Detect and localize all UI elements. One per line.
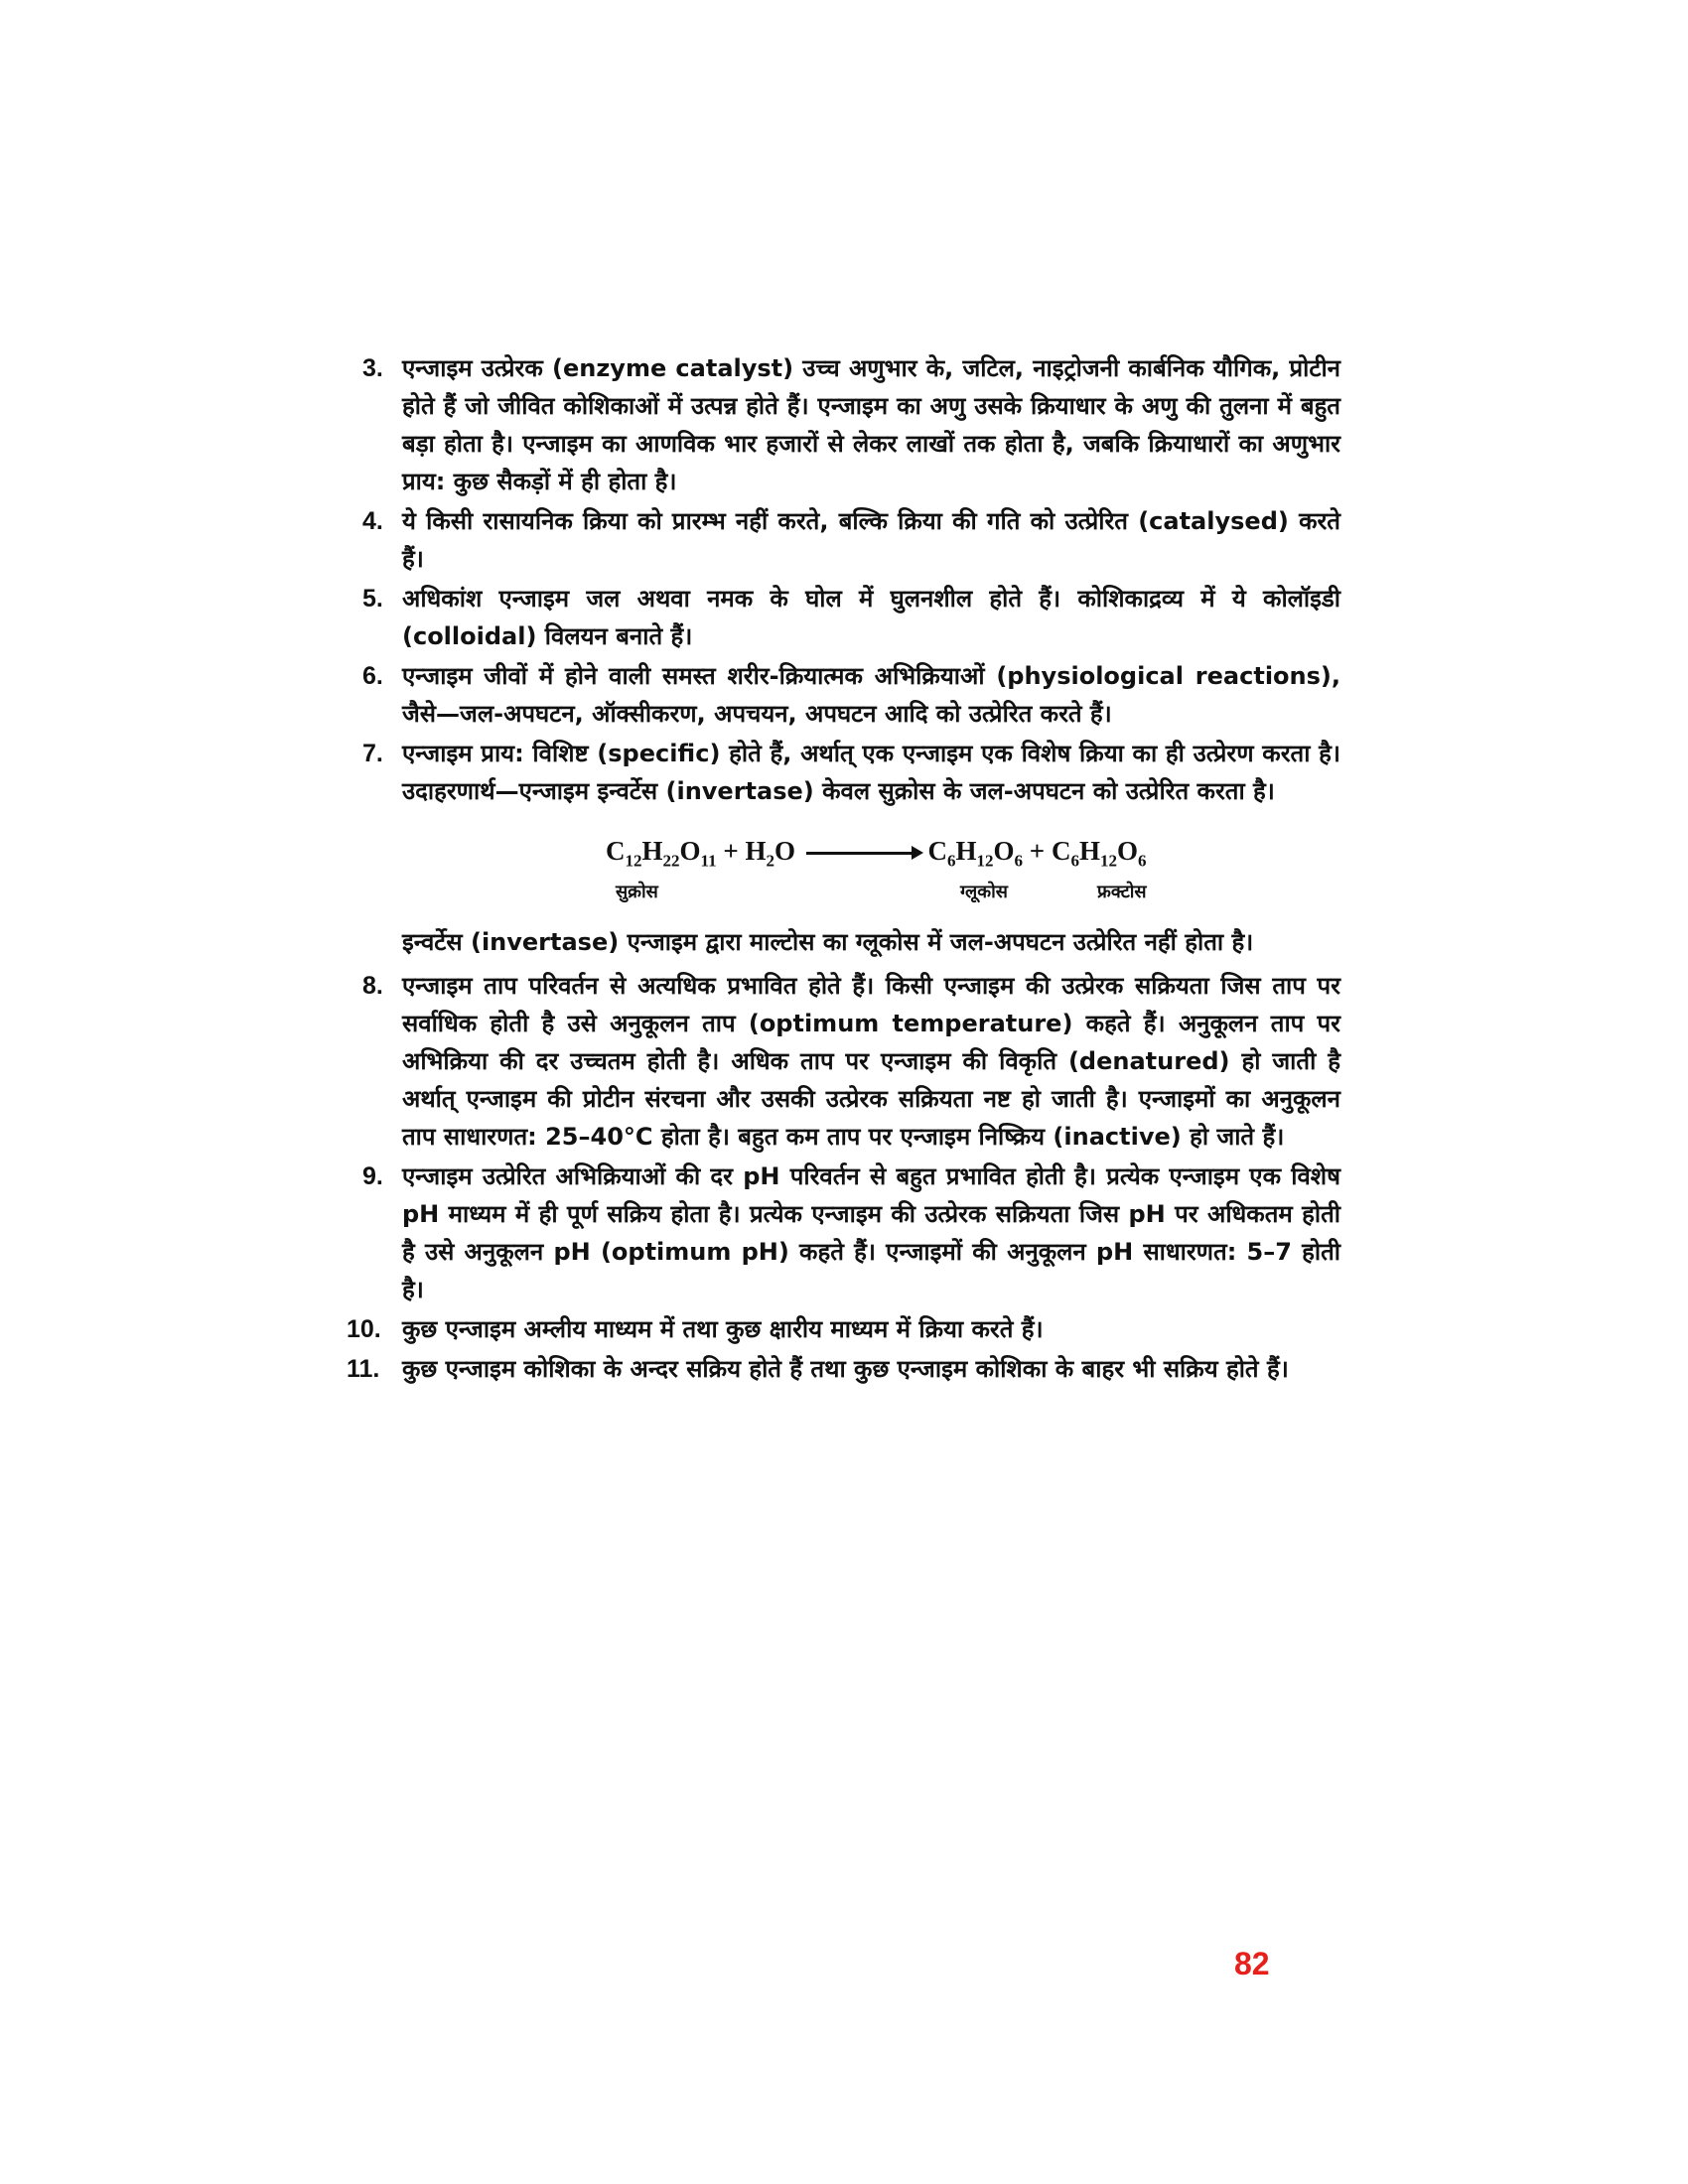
list-item-7	[362, 735, 1340, 810]
item-text: कुछ एन्जाइम कोशिका के अन्दर सक्रिय होते हैं तथा कुछ एन्जाइम कोशिका के बाहर भी सक्रिय होते हैं।	[402, 1355, 1289, 1383]
page-number: 82	[1234, 1946, 1270, 1981]
item-number: 10.	[347, 1315, 381, 1343]
after-equation-text: इन्वर्टेस (invertase) एन्जाइम द्वारा माल्टोस का ग्लूकोस में जल-अपघटन उत्प्रेरित नहीं होता है।	[402, 928, 1254, 956]
eq-sub: 12	[1099, 851, 1117, 871]
eq-sub: 22	[662, 851, 680, 871]
page-content	[347, 349, 1340, 1390]
item-number: 7.	[362, 740, 383, 767]
label-glucose: ग्लूकोस	[960, 882, 1008, 902]
list-item-5	[362, 580, 1340, 655]
item-number: 8.	[362, 972, 383, 1000]
eq-plus: +	[716, 836, 746, 866]
eq-h: H	[1078, 836, 1100, 866]
eq-o: O	[679, 836, 701, 866]
eq-sub: 12	[625, 851, 642, 871]
eq-h: H	[745, 836, 767, 866]
list-item-11	[347, 1350, 1340, 1388]
item-text: अधिकांश एन्जाइम जल अथवा नमक के घोल में घुलनशील होते हैं। कोशिकाद्रव्य में ये कोलॉइडी (colloidal) विलयन बनाते हैं।	[402, 585, 1340, 650]
eq-sub: 2	[766, 851, 774, 871]
list-item-3	[362, 349, 1340, 500]
list-item-10	[347, 1310, 1340, 1348]
eq-o: O	[1116, 836, 1138, 866]
item-text: एन्जाइम उत्प्रेरक (enzyme catalyst) उच्च अणुभार के, जटिल, नाइट्रोजनी कार्बनिक यौगिक, प्रोटीन होते हैं जो जीवित कोशिकाओं में उत्पन्न होते हैं। एन्जाइम का अणु उसके क्रियाधार के अणु की तुलना में बहुत बड़ा होता है। एन्जाइम का आणविक भार हजारों से लेकर लाखों तक होता है, जबकि क्रियाधारों का अणुभार प्राय: कुछ सैकड़ों में ही होता है।	[402, 354, 1340, 495]
eq-h: H	[955, 836, 977, 866]
eq-plus: +	[1023, 836, 1052, 866]
eq-sub: 6	[1014, 851, 1024, 871]
eq-c: C	[606, 836, 626, 866]
item-text: ये किसी रासायनिक क्रिया को प्रारम्भ नहीं करते, बल्कि क्रिया की गति को उत्प्रेरित (catalysed) करते हैं।	[402, 507, 1340, 573]
item-text: एन्जाइम ताप परिवर्तन से अत्यधिक प्रभावित होते हैं। किसी एन्जाइम की उत्प्रेरक सक्रियता जिस ताप पर सर्वाधिक होती है उसे अनुकूलन ताप (optimum temperature) कहते हैं। अनुकूलन ताप पर अभिक्रिया की दर उच्चतम होती है। अधिक ताप पर एन्जाइम की विकृति (denatured) हो जाती है अर्थात् एन्जाइम की प्रोटीन संरचना और उसकी उत्प्रेरक सक्रियता नष्ट हो जाती है। एन्जाइमों का अनुकूलन ताप साधारणत: 25–40°C होता है। बहुत कम ताप पर एन्जाइम निष्क्रिय (inactive) हो जाते हैं।	[402, 972, 1340, 1151]
chemical-equation	[402, 836, 1340, 915]
list-item-8	[362, 967, 1340, 1156]
eq-sub: 6	[1137, 851, 1147, 871]
eq-sub: 6	[1070, 851, 1079, 871]
label-sucrose: सुक्रोस	[616, 882, 658, 902]
equation-line	[606, 836, 1146, 871]
item-text: एन्जाइम प्राय: विशिष्ट (specific) होते हैं, अर्थात् एक एन्जाइम एक विशेष क्रिया का ही उत्प्रेरण करता है। उदाहरणार्थ—एन्जाइम इन्वर्टेस (invertase) केवल सुक्रोस के जल-अपघटन को उत्प्रेरित करता है।	[402, 740, 1340, 805]
item-number: 3.	[362, 354, 383, 382]
label-fructose: फ्रक्टोस	[1097, 882, 1147, 902]
item-number: 9.	[362, 1162, 383, 1190]
item-number: 5.	[362, 585, 383, 613]
eq-sub: 6	[947, 851, 956, 871]
item-number: 11.	[347, 1355, 380, 1383]
eq-c: C	[927, 836, 948, 866]
item-text: एन्जाइम उत्प्रेरित अभिक्रियाओं की दर pH परिवर्तन से बहुत प्रभावित होती है। प्रत्येक एन्जाइम एक विशेष pH माध्यम में ही पूर्ण सक्रिय होता है। प्रत्येक एन्जाइम की उत्प्रेरक सक्रियता जिस pH पर अधिकतम होती है उसे अनुकूलन pH (optimum pH) कहते हैं। एन्जाइमों की अनुकूलन pH साधारणत: 5–7 होती है।	[402, 1162, 1340, 1303]
reaction-arrow-icon	[806, 852, 917, 855]
item-text: एन्जाइम जीवों में होने वाली समस्त शरीर-क्रियात्मक अभिक्रियाओं (physiological reactions), जैसे—जल-अपघटन, ऑक्सीकरण, अपचयन, अपघटन आदि को उत्प्रेरित करते हैं।	[402, 662, 1340, 728]
eq-h: H	[641, 836, 663, 866]
item-text: कुछ एन्जाइम अम्लीय माध्यम में तथा कुछ क्षारीय माध्यम में क्रिया करते हैं।	[402, 1315, 1044, 1343]
list-item-4	[362, 502, 1340, 578]
list-item-6	[362, 657, 1340, 733]
eq-c: C	[1051, 836, 1071, 866]
eq-sub: 12	[976, 851, 994, 871]
eq-o: O	[774, 836, 796, 866]
item-number: 4.	[362, 507, 383, 535]
item-number: 6.	[362, 662, 383, 690]
list-item-9	[362, 1158, 1340, 1308]
eq-o: O	[993, 836, 1015, 866]
eq-sub: 11	[700, 851, 717, 871]
